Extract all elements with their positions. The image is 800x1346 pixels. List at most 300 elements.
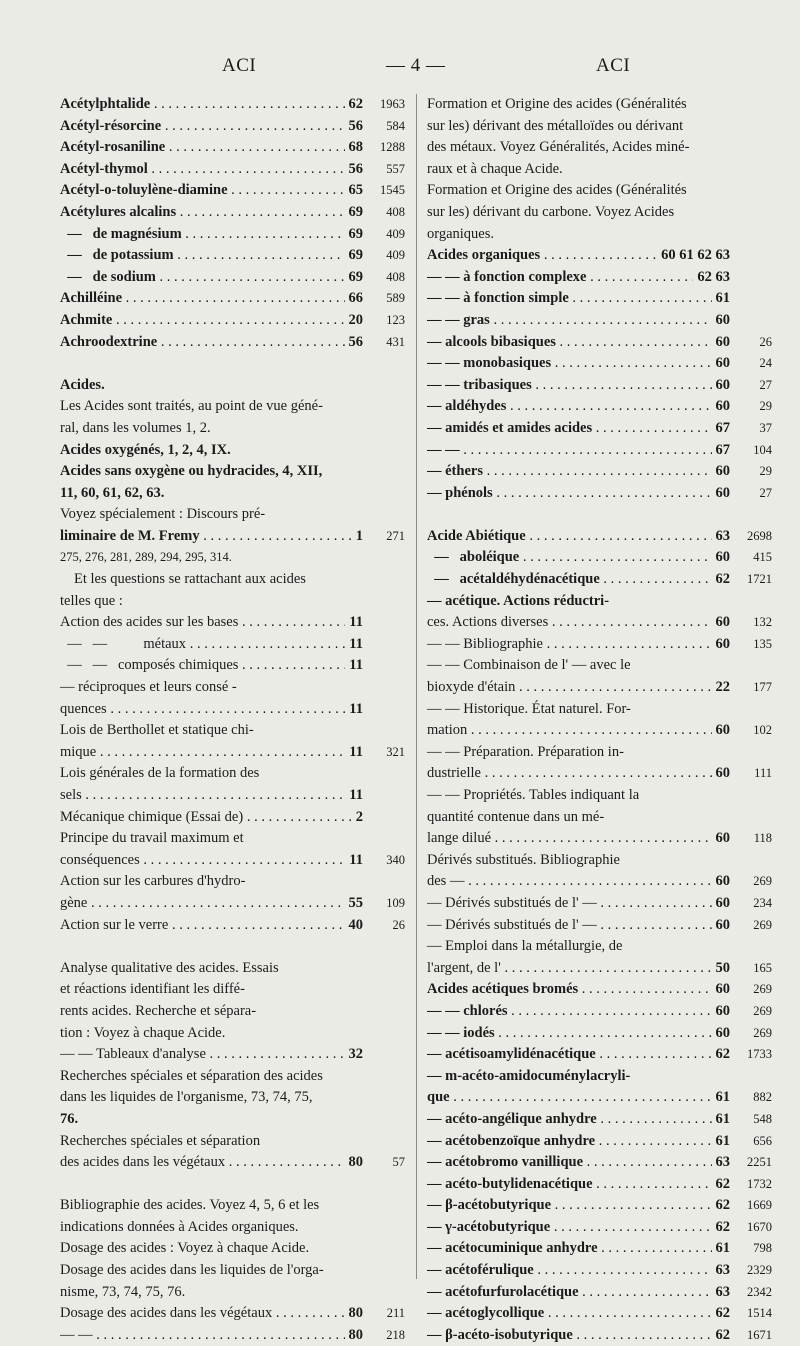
index-text: — — Historique. État naturel. For- bbox=[427, 700, 631, 717]
volume-number: 11 bbox=[345, 634, 363, 656]
entry-term: — — Bibliographie bbox=[427, 635, 543, 652]
header-left: ACI bbox=[222, 55, 257, 76]
index-entry bbox=[427, 979, 772, 1001]
entry-term: — — composés chimiques bbox=[60, 657, 239, 674]
index-entry bbox=[427, 958, 772, 980]
entry-term: — de sodium bbox=[60, 268, 156, 285]
left-column bbox=[60, 94, 405, 1346]
index-text: organiques. bbox=[427, 225, 494, 242]
index-text: rents acides. Recherche et sépara- bbox=[60, 1002, 257, 1019]
index-entry bbox=[60, 137, 405, 159]
volume-number: 62 bbox=[712, 569, 731, 591]
index-text: 76. bbox=[60, 1110, 79, 1127]
index-entry bbox=[427, 569, 772, 591]
page-reference: 548 bbox=[753, 1111, 772, 1126]
volume-number: 11 bbox=[345, 742, 363, 764]
volume-number: 56 bbox=[345, 332, 364, 354]
index-line bbox=[60, 1260, 405, 1282]
entry-term: Acide Abiétique bbox=[427, 527, 526, 544]
page-reference: 656 bbox=[753, 1133, 772, 1148]
index-line bbox=[427, 699, 772, 721]
index-text: — — Préparation. Préparation in- bbox=[427, 743, 624, 760]
entry-term: — amidés et amides acides bbox=[427, 419, 593, 436]
volume-number: 67 bbox=[712, 418, 731, 440]
spacer bbox=[60, 1174, 405, 1196]
index-entry bbox=[427, 1217, 772, 1239]
page-reference: 882 bbox=[753, 1090, 772, 1105]
index-text: Action sur les carbures d'hydro- bbox=[60, 873, 246, 890]
volume-number: 11 bbox=[345, 655, 363, 677]
index-entry bbox=[60, 245, 405, 267]
index-text: Dosage des acides : Voyez à chaque Acide. bbox=[60, 1240, 310, 1257]
index-line bbox=[427, 137, 772, 159]
index-entry bbox=[427, 1282, 772, 1304]
page-reference: 29 bbox=[759, 399, 772, 414]
index-entry bbox=[427, 245, 772, 267]
index-entry bbox=[427, 1238, 772, 1260]
index-line bbox=[427, 116, 772, 138]
page-reference: 269 bbox=[753, 982, 772, 997]
volume-number: 11 bbox=[345, 612, 363, 634]
volume-number: 62 bbox=[712, 1325, 731, 1346]
volume-number: 61 bbox=[712, 1109, 731, 1131]
index-entry bbox=[60, 893, 405, 915]
entry-term: Achilléine bbox=[60, 290, 123, 307]
entry-term: — acétobenzoïque anhydre bbox=[427, 1132, 596, 1149]
index-entry bbox=[60, 699, 405, 721]
volume-number: 63 bbox=[712, 1260, 731, 1282]
entry-term: — — métaux bbox=[60, 635, 187, 652]
index-text: dans les liquides de l'organisme, 73, 74, 75, bbox=[60, 1089, 313, 1106]
page-reference: 37 bbox=[759, 420, 772, 435]
header-right: ACI bbox=[596, 55, 631, 76]
page-reference: 409 bbox=[386, 226, 405, 241]
page-reference: 26 bbox=[392, 917, 405, 932]
index-entry bbox=[427, 332, 772, 354]
page-reference: 271 bbox=[386, 528, 405, 543]
entry-term: — — à fonction complexe bbox=[427, 268, 587, 285]
page-reference: 408 bbox=[386, 204, 405, 219]
index-entry bbox=[60, 159, 405, 181]
entry-term: — γ-acétobutyrique bbox=[427, 1218, 551, 1235]
index-text: et réactions identifiant les diffé- bbox=[60, 981, 245, 998]
index-entry bbox=[60, 288, 405, 310]
volume-number: 61 bbox=[712, 288, 731, 310]
entry-term: liminaire de M. Fremy bbox=[60, 527, 200, 544]
index-line bbox=[60, 958, 405, 980]
index-text: — acétique. Actions réductri- bbox=[427, 592, 610, 609]
entry-term: Acétyl-résorcine bbox=[60, 117, 162, 134]
index-entry bbox=[60, 116, 405, 138]
page-reference: 1514 bbox=[747, 1306, 772, 1321]
volume-number: 62 bbox=[712, 1303, 731, 1325]
index-text: — réciproques et leurs consé - bbox=[60, 679, 237, 696]
index-entry bbox=[427, 1303, 772, 1325]
entry-term: — éthers bbox=[427, 463, 483, 480]
index-line bbox=[60, 1087, 405, 1109]
index-entry bbox=[427, 1087, 772, 1109]
page-reference: 589 bbox=[386, 291, 405, 306]
index-line bbox=[60, 483, 405, 505]
spacer bbox=[427, 504, 772, 526]
spacer bbox=[60, 353, 405, 375]
page-reference: 211 bbox=[386, 1306, 405, 1321]
index-text: — — Propriétés. Tables indiquant la bbox=[427, 787, 640, 803]
volume-number: 60 bbox=[712, 483, 731, 505]
page-reference: 29 bbox=[759, 464, 772, 479]
page-reference: 123 bbox=[386, 312, 405, 327]
page-reference: 218 bbox=[386, 1327, 405, 1342]
entry-term: — β-acétobutyrique bbox=[427, 1197, 552, 1214]
page-reference: 1288 bbox=[380, 140, 405, 155]
entry-term: gène bbox=[60, 894, 88, 911]
volume-number: 65 bbox=[345, 180, 364, 202]
index-entry bbox=[60, 1044, 405, 1066]
entry-term: Achroodextrine bbox=[60, 333, 158, 350]
volume-number: 60 bbox=[712, 396, 731, 418]
index-text: 275, 276, 281, 289, 294, 295, 314. bbox=[60, 550, 232, 565]
volume-number: 63 bbox=[712, 526, 731, 548]
entry-term: Acides organiques bbox=[427, 247, 541, 264]
index-text: Acides. bbox=[60, 376, 105, 393]
index-line bbox=[60, 504, 405, 526]
index-line bbox=[427, 742, 772, 764]
volume-number: 2 bbox=[352, 807, 363, 829]
index-text: telles que : bbox=[60, 592, 123, 609]
index-entry bbox=[60, 785, 405, 807]
page-reference: 269 bbox=[753, 1025, 772, 1040]
page-reference: 1671 bbox=[747, 1327, 772, 1342]
entry-term: — Dérivés substitués de l' — bbox=[427, 916, 597, 933]
page-reference: 415 bbox=[753, 550, 772, 565]
entry-term: que bbox=[427, 1089, 450, 1106]
entry-term: — — bbox=[427, 441, 460, 458]
entry-term: Acétyl-thymol bbox=[60, 160, 148, 177]
index-entry bbox=[427, 612, 772, 634]
spacer bbox=[60, 936, 405, 958]
entry-term: Dosage des acides dans les végétaux bbox=[60, 1305, 273, 1322]
index-text: Formation et Origine des acides (Généralités bbox=[427, 96, 687, 112]
entry-term: — acéto-angélique anhydre bbox=[427, 1110, 597, 1127]
volume-number: 60 bbox=[712, 547, 731, 569]
index-entry bbox=[427, 418, 772, 440]
entry-term: Achmite bbox=[60, 311, 113, 328]
index-line bbox=[427, 807, 772, 829]
index-entry bbox=[60, 1152, 405, 1174]
page-reference: 165 bbox=[753, 960, 772, 975]
volume-number: 63 bbox=[712, 1152, 731, 1174]
entry-term: Action sur le verre bbox=[60, 916, 169, 933]
entry-term: — — iodés bbox=[427, 1024, 495, 1041]
index-entry bbox=[60, 332, 405, 354]
page-reference: 104 bbox=[753, 442, 772, 457]
index-text: Bibliographie des acides. Voyez 4, 5, 6 et les bbox=[60, 1197, 320, 1214]
entry-term: — — chlorés bbox=[427, 1002, 508, 1019]
index-line bbox=[60, 677, 405, 699]
index-line bbox=[60, 440, 405, 462]
index-text: tion : Voyez à chaque Acide. bbox=[60, 1024, 226, 1041]
index-text: Acides oxygénés, 1, 2, 4, IX. bbox=[60, 441, 231, 458]
entry-term: — de potassium bbox=[60, 247, 174, 264]
index-text: quantité contenue dans un mé- bbox=[427, 808, 605, 825]
index-entry bbox=[60, 634, 405, 656]
volume-number: 66 bbox=[345, 288, 364, 310]
index-entry bbox=[427, 1044, 772, 1066]
index-entry bbox=[427, 483, 772, 505]
volume-number: 62 bbox=[712, 1217, 731, 1239]
index-line bbox=[427, 1066, 772, 1088]
volume-number: 40 bbox=[345, 915, 364, 937]
index-entry bbox=[60, 807, 405, 829]
index-entry bbox=[427, 1131, 772, 1153]
index-text: Lois de Berthollet et statique chi- bbox=[60, 722, 254, 739]
entry-term: — acéto-butylidenacétique bbox=[427, 1175, 593, 1192]
page-reference: 269 bbox=[753, 1003, 772, 1018]
volume-number: 60 bbox=[712, 634, 731, 656]
volume-number: 60 bbox=[712, 353, 731, 375]
page-reference: 27 bbox=[759, 485, 772, 500]
index-entry bbox=[60, 1303, 405, 1325]
index-line bbox=[60, 396, 405, 418]
entry-term: — — Tableaux d'analyse bbox=[60, 1046, 206, 1063]
index-text: sur les) dérivant du carbone. Voyez Acides bbox=[427, 203, 675, 220]
index-line bbox=[60, 547, 405, 569]
entry-term: — acétobromo vanillique bbox=[427, 1154, 584, 1171]
index-text: raux et à chaque Acide. bbox=[427, 160, 563, 177]
index-line bbox=[427, 224, 772, 246]
entry-term: — acétisoamylidénacétique bbox=[427, 1046, 596, 1063]
entry-term: lange dilué bbox=[427, 830, 492, 847]
index-entry bbox=[427, 461, 772, 483]
index-entry bbox=[427, 440, 772, 462]
index-line bbox=[427, 94, 772, 116]
page-reference: 1545 bbox=[380, 183, 405, 198]
page-reference: 24 bbox=[759, 356, 772, 371]
page-reference: 111 bbox=[754, 766, 772, 781]
index-text: Formation et Origine des acides (Généralités bbox=[427, 182, 687, 199]
page-reference: 340 bbox=[386, 852, 405, 867]
page-reference: 135 bbox=[753, 636, 772, 651]
index-text: — m-acéto-amidocuménylacryli- bbox=[427, 1067, 631, 1084]
page-header bbox=[0, 55, 800, 83]
volume-number: 80 bbox=[345, 1303, 364, 1325]
page-reference: 2251 bbox=[747, 1155, 772, 1170]
volume-number: 60 bbox=[712, 1023, 731, 1045]
index-text: Dérivés substitués. Bibliographie bbox=[427, 851, 620, 868]
volume-number: 60 bbox=[712, 375, 731, 397]
volume-number: 22 bbox=[712, 677, 731, 699]
index-line bbox=[427, 850, 772, 872]
index-text: sur les) dérivant des métalloïdes ou dérivant bbox=[427, 117, 684, 134]
index-line bbox=[60, 1217, 405, 1239]
entry-term: — — bbox=[60, 1326, 93, 1343]
index-line bbox=[60, 979, 405, 1001]
index-entry bbox=[427, 1260, 772, 1282]
index-entry bbox=[427, 288, 772, 310]
volume-number: 60 bbox=[712, 310, 731, 332]
volume-number: 80 bbox=[345, 1325, 364, 1346]
index-entry bbox=[427, 1174, 772, 1196]
index-entry bbox=[427, 310, 772, 332]
index-line bbox=[60, 828, 405, 850]
index-text: Principe du travail maximum et bbox=[60, 830, 244, 847]
entry-term: — aboléique bbox=[427, 549, 520, 566]
index-entry bbox=[427, 547, 772, 569]
index-line bbox=[427, 180, 772, 202]
volume-number: 69 bbox=[345, 202, 364, 224]
volume-number: 11 bbox=[345, 785, 363, 807]
entry-term: Acétyl-rosaniline bbox=[60, 139, 166, 156]
page-reference: 269 bbox=[753, 917, 772, 932]
page-reference: 102 bbox=[753, 723, 772, 738]
index-entry bbox=[60, 310, 405, 332]
index-text: Recherches spéciales et séparation bbox=[60, 1132, 261, 1149]
page-reference: 132 bbox=[753, 615, 772, 630]
volume-number: 61 bbox=[712, 1131, 731, 1153]
entry-term: sels bbox=[60, 787, 82, 803]
index-text: Acides sans oxygène ou hydracides, 4, XII, bbox=[60, 463, 323, 480]
volume-number: 61 bbox=[712, 1238, 731, 1260]
volume-number: 1 bbox=[352, 526, 363, 548]
page-reference: 798 bbox=[753, 1241, 772, 1256]
index-line bbox=[427, 655, 772, 677]
index-entry bbox=[427, 396, 772, 418]
index-text: Recherches spéciales et séparation des acides bbox=[60, 1067, 323, 1084]
index-entry bbox=[427, 720, 772, 742]
entry-term: — aldéhydes bbox=[427, 398, 507, 415]
column-divider bbox=[416, 94, 417, 1279]
right-column bbox=[427, 94, 772, 1346]
index-entry bbox=[427, 1195, 772, 1217]
index-line bbox=[60, 1109, 405, 1131]
page-reference: 26 bbox=[759, 334, 772, 349]
page-reference: 2342 bbox=[747, 1284, 772, 1299]
index-line bbox=[60, 763, 405, 785]
entry-term: — phénols bbox=[427, 484, 493, 501]
entry-term: — — à fonction simple bbox=[427, 290, 569, 307]
volume-number: 11 bbox=[345, 699, 363, 721]
entry-term: Mécanique chimique (Essai de) bbox=[60, 808, 244, 825]
index-line bbox=[60, 418, 405, 440]
index-entry bbox=[427, 267, 772, 289]
volume-number: 11 bbox=[345, 850, 363, 872]
entry-term: — acétoférulique bbox=[427, 1262, 534, 1279]
header-page-number: — 4 — bbox=[386, 55, 446, 76]
index-entry bbox=[427, 763, 772, 785]
index-line bbox=[60, 1023, 405, 1045]
page-reference: 57 bbox=[392, 1155, 405, 1170]
index-entry bbox=[427, 871, 772, 893]
index-line bbox=[427, 936, 772, 958]
volume-number: 69 bbox=[345, 224, 364, 246]
index-entry bbox=[427, 677, 772, 699]
index-entry bbox=[427, 1001, 772, 1023]
entry-term: — — tribasiques bbox=[427, 376, 532, 393]
index-entry bbox=[60, 526, 405, 548]
entry-term: des — bbox=[427, 873, 465, 890]
index-entry bbox=[60, 94, 405, 116]
index-entry bbox=[427, 1109, 772, 1131]
page-reference: 109 bbox=[386, 895, 405, 910]
index-entry bbox=[60, 612, 405, 634]
index-text: nisme, 73, 74, 75, 76. bbox=[60, 1283, 186, 1300]
index-text: Les Acides sont traités, au point de vue géné- bbox=[60, 398, 323, 415]
volume-number: 60 bbox=[712, 332, 731, 354]
volume-number: 69 bbox=[345, 245, 364, 267]
page-reference: 1733 bbox=[747, 1047, 772, 1062]
page-reference: 321 bbox=[386, 744, 405, 759]
volume-number: 60 bbox=[712, 720, 731, 742]
volume-number: 62 bbox=[712, 1174, 731, 1196]
page-reference: 1721 bbox=[747, 572, 772, 587]
volume-number: 56 bbox=[345, 159, 364, 181]
index-text: Analyse qualitative des acides. Essais bbox=[60, 959, 279, 976]
index-line bbox=[427, 202, 772, 224]
index-line bbox=[60, 1001, 405, 1023]
page-reference: 584 bbox=[386, 118, 405, 133]
page-reference: 408 bbox=[386, 269, 405, 284]
volume-number: 80 bbox=[345, 1152, 364, 1174]
entry-term: des acides dans les végétaux bbox=[60, 1154, 226, 1171]
entry-term: l'argent, de l' bbox=[427, 959, 501, 976]
volume-number: 60 bbox=[712, 915, 731, 937]
volume-number: 69 bbox=[345, 267, 364, 289]
index-line bbox=[427, 785, 772, 807]
page-reference: 1732 bbox=[747, 1176, 772, 1191]
index-line bbox=[60, 461, 405, 483]
entry-term: — — gras bbox=[427, 311, 490, 328]
index-text: Et les questions se rattachant aux acides bbox=[74, 571, 306, 588]
index-entry bbox=[60, 915, 405, 937]
volume-number: 60 61 62 63 bbox=[657, 245, 730, 267]
entry-term: — acétoglycollique bbox=[427, 1305, 545, 1322]
index-entry bbox=[427, 1152, 772, 1174]
entry-term: mation bbox=[427, 722, 468, 739]
volume-number: 60 bbox=[712, 979, 731, 1001]
volume-number: 60 bbox=[712, 828, 731, 850]
index-entry bbox=[427, 893, 772, 915]
index-entry bbox=[60, 742, 405, 764]
index-entry bbox=[60, 1325, 405, 1346]
index-text: des métaux. Voyez Généralités, Acides miné- bbox=[427, 139, 690, 156]
entry-term: — acétocuminique anhydre bbox=[427, 1240, 598, 1257]
volume-number: 62 bbox=[345, 94, 364, 116]
index-line bbox=[60, 375, 405, 397]
index-line bbox=[427, 591, 772, 613]
index-entry bbox=[427, 1023, 772, 1045]
index-text: Dosage des acides dans les liquides de l'orga- bbox=[60, 1262, 324, 1279]
index-line bbox=[60, 871, 405, 893]
volume-number: 60 bbox=[712, 871, 731, 893]
volume-number: 60 bbox=[712, 763, 731, 785]
index-line bbox=[60, 1195, 405, 1217]
entry-term: — alcools bibasiques bbox=[427, 333, 556, 350]
volume-number: 60 bbox=[712, 1001, 731, 1023]
volume-number: 60 bbox=[712, 612, 731, 634]
entry-term: Acétylphtalide bbox=[60, 96, 151, 112]
index-text: 11, 60, 61, 62, 63. bbox=[60, 484, 165, 501]
volume-number: 61 bbox=[712, 1087, 731, 1109]
index-entry bbox=[60, 202, 405, 224]
entry-term: quences bbox=[60, 700, 107, 717]
index-entry bbox=[60, 655, 405, 677]
index-entry bbox=[427, 634, 772, 656]
index-entry bbox=[60, 180, 405, 202]
entry-term: — β-acéto-isobutyrique bbox=[427, 1326, 573, 1343]
index-entry bbox=[427, 375, 772, 397]
index-text: Lois générales de la formation des bbox=[60, 765, 260, 782]
volume-number: 67 bbox=[712, 440, 731, 462]
